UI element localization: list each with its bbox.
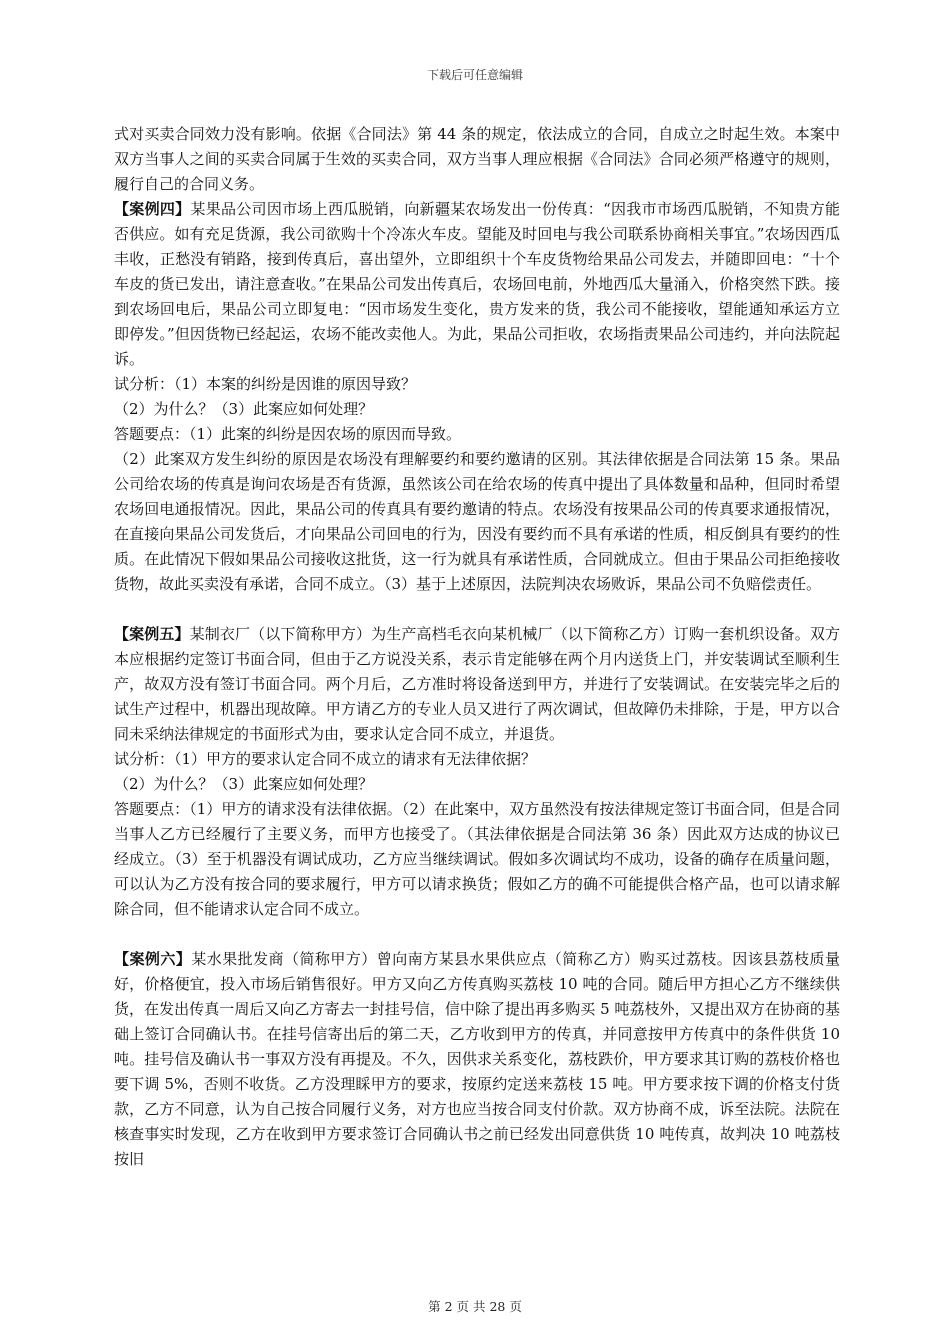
case-text: 某水果批发商（简称甲方）曾向南方某县水果供应点（简称乙方）购买过荔枝。因该县荔枝质量好，价格便宜，投入市场后销售很好。甲方又向乙方传真购买荔枝 10 吨的合同。随后甲方担心乙方不继续供货，在发出传真一周后又向乙方寄去一封挂号信，信中除了提出再多购买 5 吨荔枝外，又提出双方在协商的基础上签订合同确认书。在挂号信寄出后的第二天，乙方收到甲方的传真，并同意按甲方传真中的条件供货 10 吨。挂号信及确认书一事双方没有再提及。不久，因供求关系变化，荔枝跌价，甲方要求其订购的荔枝价格也要下调 5%，否则不收货。乙方没理睬甲方的要求，按原约定送来荔枝 15 吨。甲方要求按下调的价格支付货款，乙方不同意，认为自己按合同履行义务，对方也应当按合同支付价款。双方协商不成，诉至法院。法院在核查事实时发现，乙方在收到甲方要求签订合同确认书之前已经发出同意供货 10 吨传真，故判决 10 吨荔枝按旧 — [114, 950, 840, 1168]
body-paragraph: 试分析：（1）甲方的要求认定合同不成立的请求有无法律依据？ — [114, 750, 537, 768]
body-paragraph: 答题要点：（1）此案的纠纷是因农场的原因而导致。 — [114, 425, 462, 443]
case-title: 【案例四】 — [114, 200, 191, 218]
case-text: 某果品公司因市场上西瓜脱销，向新疆某农场发出一份传真：“因我市市场西瓜脱销，不知贵方能否供应。如有充足货源，我公司欲购十个冷冻火车皮。望能及时回电与我公司联系协商相关事宜。”农场因西瓜丰收，正愁没有销路，接到传真后，喜出望外，立即组织十个车皮货物给果品公司发去，并随即回电：“十个车皮的货已发出，请注意查收。”在果品公司发出传真后，农场回电前，外地西瓜大量涌入，价格突然下跌。接到农场回电后，果品公司立即复电：“因市场发生变化，贵方发来的货，我公司不能接收，望能通知承运方立即停发。”但因货物已经起运，农场不能改卖他人。为此，果品公司拒收，农场指责果品公司违约，并向法院起诉。 — [114, 200, 840, 368]
paragraph-gap — [114, 922, 840, 947]
paragraph-gap — [114, 597, 840, 622]
page-header: 下载后可任意编辑 — [426, 68, 523, 82]
case-title: 【案例五】 — [114, 625, 190, 643]
body-paragraph: 答题要点：（1）甲方的请求没有法律依据。（2）在此案中，双方虽然没有按法律规定签订书面合同，但是合同当事人乙方已经履行了主要义务，而甲方也接受了。（其法律依据是合同法第 36 条）因此双方达成的协议已经成立。（3）至于机器没有调试成功，乙方应当继续调试。假如多次调试均不成功，设备的确存在质量问题，可以认为乙方没有按合同的要求履行，甲方可以请求换货；假如乙方的确不可能提供合格产品，也可以请求解除合同，但不能请求认定合同不成立。 — [114, 800, 840, 918]
case-paragraph — [114, 197, 840, 372]
case-title: 【案例六】 — [114, 950, 192, 968]
body-paragraph: （2）此案双方发生纠纷的原因是农场没有理解要约和要约邀请的区别。其法律依据是合同法第 15 条。果品公司给农场的传真是询问农场是否有货源，虽然该公司在给农场的传真中提出了具体数量和品种，但同时希望农场回电通报情况。因此，果品公司的传真具有要约邀请的特点。农场没有按果品公司的传真要求通报情况，在直接向果品公司发货后，才向果品公司回电的行为，因没有要约而不具有承诺的性质，相反倒具有要约的性质。在此情况下假如果品公司接收这批货，这一行为就具有承诺性质，合同就成立。但由于果品公司拒绝接收货物，故此买卖没有承诺，合同不成立。（3）基于上述原因，法院判决农场败诉，果品公司不负赔偿责任。 — [114, 450, 840, 593]
body-paragraph: 试分析：（1）本案的纠纷是因谁的原因导致？ — [114, 375, 417, 393]
body-paragraph: （2）为什么？（3）此案应如何处理？ — [114, 775, 374, 793]
case-text: 某制衣厂（以下简称甲方）为生产高档毛衣向某机械厂（以下简称乙方）订购一套机织设备。双方本应根据约定签订书面合同，但由于乙方说没关系，表示肯定能够在两个月内送货上门，并安装调试至顺利生产，故双方没有签订书面合同。两个月后，乙方准时将设备送到甲方，并进行了安装调试。在安装完毕之后的试生产过程中，机器出现故障。甲方请乙方的专业人员又进行了两次调试，但故障仍未排除，于是，甲方以合同未采纳法律规定的书面形式为由，要求认定合同不成立，并退货。 — [114, 625, 840, 743]
case-paragraph — [114, 947, 840, 1172]
case-paragraph — [114, 622, 840, 747]
document-body — [114, 122, 840, 1172]
body-paragraph: 式对买卖合同效力没有影响。依据《合同法》第 44 条的规定，依法成立的合同，自成立之时起生效。本案中双方当事人之间的买卖合同属于生效的买卖合同，双方当事人理应根据《合同法》合同必须严格遵守的规则，履行自己的合同义务。 — [114, 125, 840, 193]
body-paragraph: （2）为什么？（3）此案应如何处理？ — [114, 400, 374, 418]
page-footer: 第 2 页 共 28 页 — [428, 1299, 522, 1314]
